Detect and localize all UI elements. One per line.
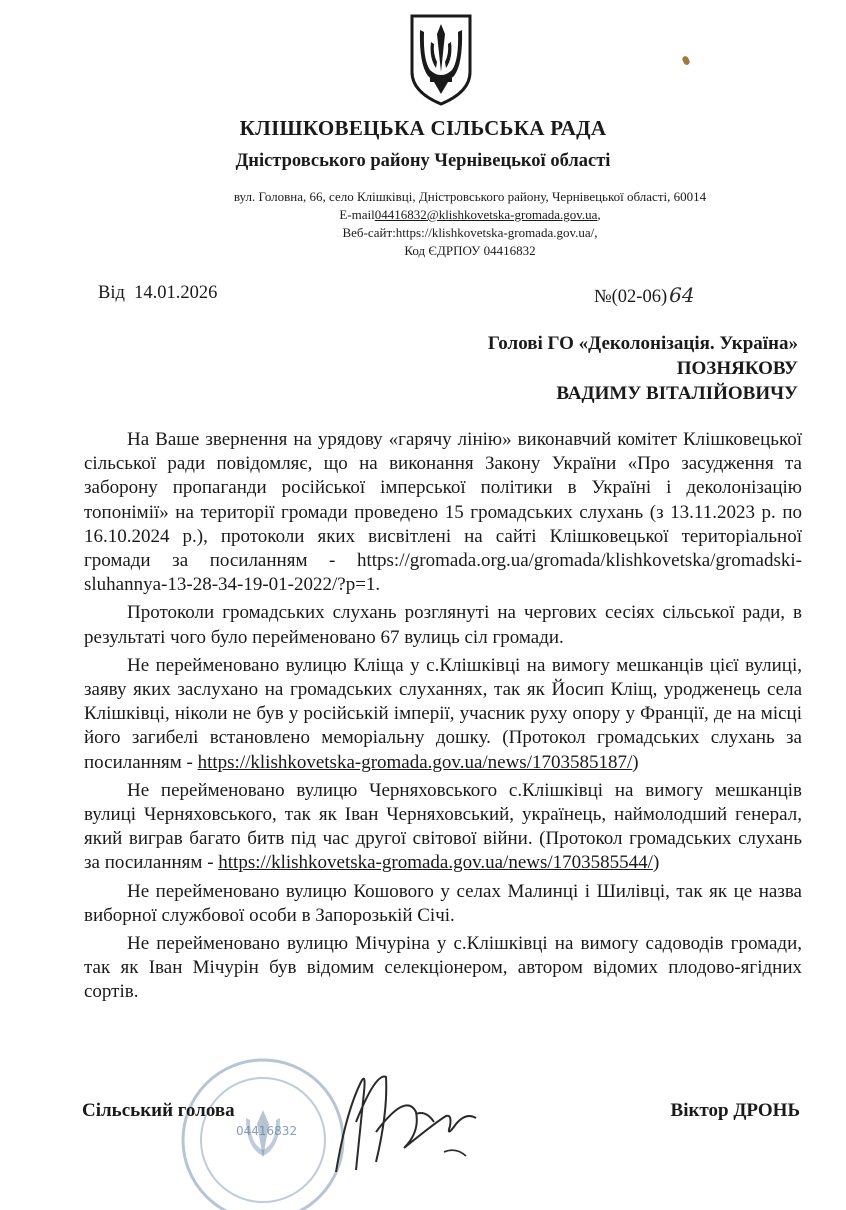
- signatory-title: Сільський голова: [82, 1100, 235, 1121]
- handwritten-signature: [316, 1052, 496, 1192]
- paragraph-4: Не перейменовано вулицю Черняховського с.Клішківці на вимогу мешканців вулиці Черняховського, так як Іван Черняховський, українець, наймолодший генерал, який виграв багато битв під час другої світової війни. (Протокол громадських слухань за посиланням - https://klishkovetska-gromada.gov.ua/news/1703585544/): [84, 779, 802, 874]
- org-name: КЛІШКОВЕЦЬКА СІЛЬСЬКА РАДА: [239, 116, 607, 140]
- date-line: Від 14.01.2026: [98, 283, 218, 303]
- contact-block: [170, 188, 770, 260]
- letter-date: 14.01.2026: [134, 283, 218, 303]
- address: вул. Головна, 66, село Клішківці, Дністровського району, Чернівецької області, 60014: [233, 189, 707, 204]
- email-link[interactable]: 04416832@klishkovetska-gromada.gov.ua: [374, 207, 598, 222]
- ink-spot: [681, 55, 690, 66]
- paragraph-3: Не перейменовано вулицю Кліща у с.Клішківці на вимогу мешканців цієї вулиці, заяву яких заслухано на громадських слуханнях, так як Йосип Кліщ, уродженець села Клішківці, ніколи не був у російській імперії, учасник руху опору у Франції, де на місці його загибелі встановлено меморіальну дошку. (Протокол громадських слухань за посиланням - https://klishkovetska-gromada.gov.ua/news/1703585187/): [84, 654, 802, 773]
- addressee-name: ВАДИМУ ВІТАЛІЙОВИЧУ: [556, 383, 798, 404]
- email-line: E-mail04416832@klishkovetska-gromada.gov.ua,: [339, 207, 601, 222]
- letter-number: №(02-06) 64: [594, 283, 695, 307]
- letter-body: [84, 428, 802, 1009]
- paragraph-1: На Ваше звернення на урядову «гарячу лінію» виконавчий комітет Клішковецької сільської ради повідомляє, що на виконання Закону України «Про засудження та заборону пропаганди російської імперської політики в Україні і деколонізацію топонімії» на території громади проведено 15 громадських слухань (з 13.11.2023 р. по 16.10.2024 р.), протоколи яких висвітлені на сайті Клішковецької територіальної громади за посиланням - https://gromada.org.ua/gromada/klishkovetska/gromadski-sluhannya-13-28-34-19-01-2022/?p=1.: [84, 429, 802, 596]
- protocol-link-1[interactable]: https://klishkovetska-gromada.gov.ua/news/1703585187/: [197, 751, 633, 773]
- website-line[interactable]: Веб-сайт:https://klishkovetska-gromada.gov.ua/,: [342, 225, 598, 240]
- addressee-position: Голові ГО «Деколонізація. Україна»: [487, 333, 798, 354]
- org-district: Дністровського району Чернівецької області: [235, 151, 611, 171]
- paragraph-5: Не перейменовано вулицю Кошового у селах Малинці і Шилівці, так як це назва виборної службової особи в Запорозькій Січі.: [84, 880, 802, 926]
- stamp-code: 04416832: [236, 1124, 298, 1138]
- paragraph-2: Протоколи громадських слухань розглянуті на чергових сесіях сільської ради, в результаті чого було перейменовано 67 вулиць сіл громади.: [84, 602, 802, 648]
- paragraph-6: Не перейменовано вулицю Мічуріна у с.Клішківці на вимогу садоводів громади, так як Іван Мічурін був відомим селекціонером, автором відомих плодово-ягідних сортів.: [84, 933, 802, 1003]
- handwritten-number: 64: [669, 283, 695, 307]
- signatory-name: Віктор ДРОНЬ: [670, 1100, 800, 1121]
- addressee-block: [488, 331, 798, 406]
- addressee-surname: ПОЗНЯКОВУ: [676, 358, 798, 379]
- protocol-link-2[interactable]: https://klishkovetska-gromada.gov.ua/news/1703585544/: [218, 852, 653, 874]
- trident-emblem-icon: [406, 12, 476, 106]
- edrpou-code: Код ЄДРПОУ 04416832: [404, 243, 536, 258]
